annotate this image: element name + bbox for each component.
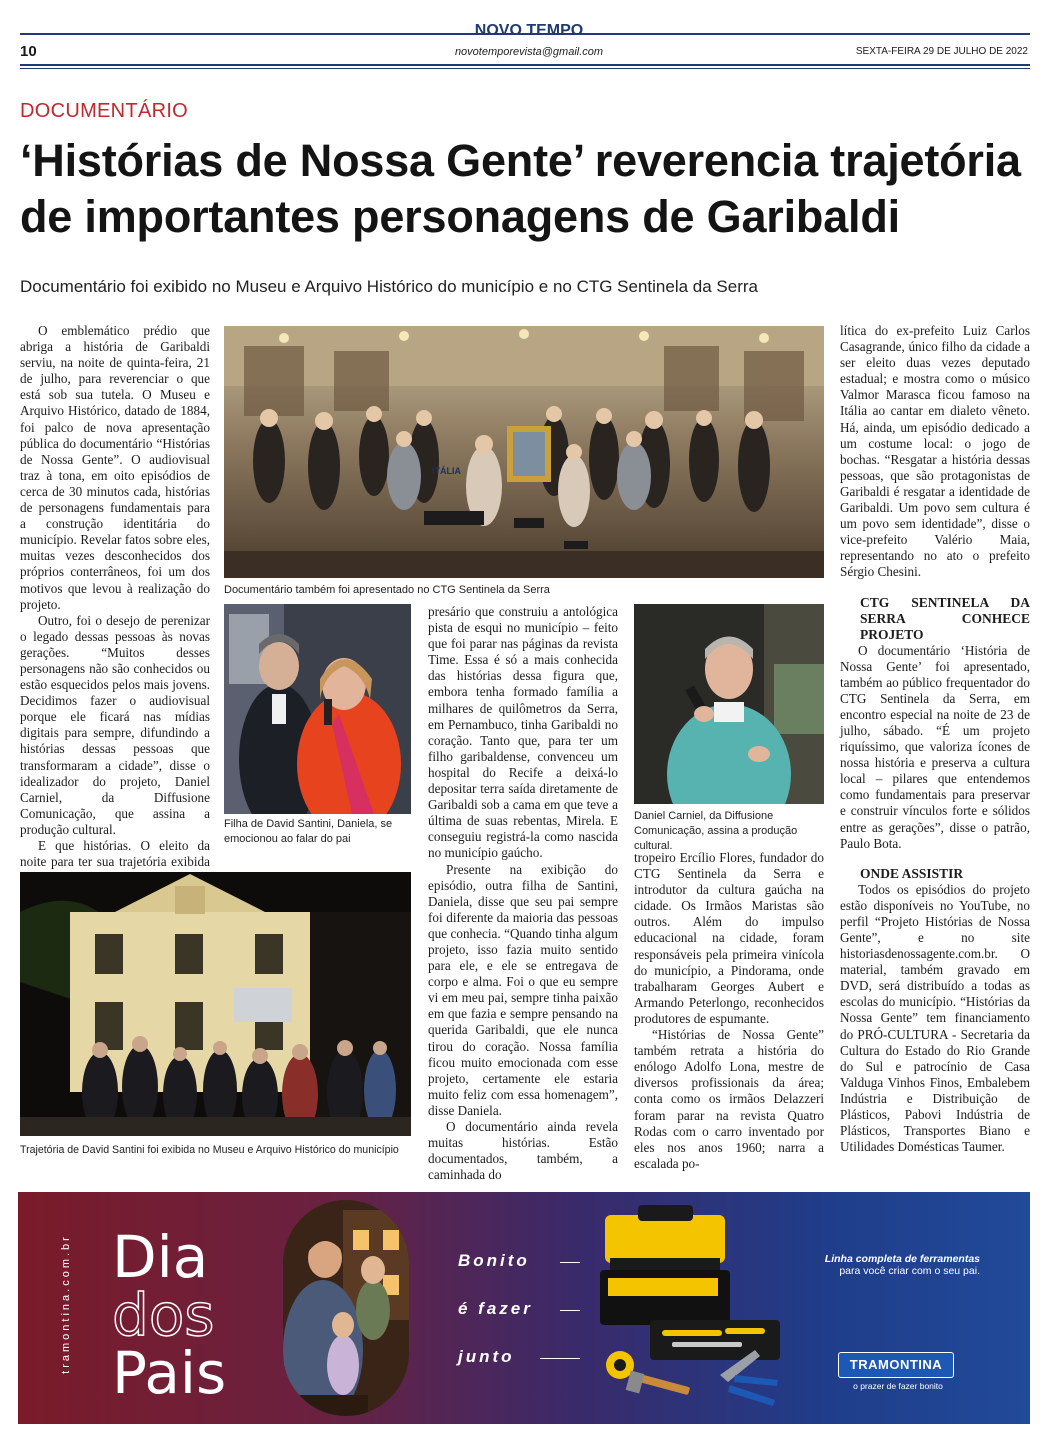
column-3: [634, 850, 824, 1172]
ad-url-text: tramontina.com.br: [60, 1234, 72, 1374]
ad-url-vertical: [56, 1192, 76, 1424]
ad-tagline-rule: [560, 1310, 580, 1311]
column-1: [20, 323, 210, 886]
column-4: [840, 323, 1030, 1155]
spacer: [840, 852, 1030, 866]
paragraph: Todos os episódios do projeto estão disponíveis no YouTube, no perfil “Projeto Histórias de Nossa Gente”, e no site historiasdenossagente.com.br. O material, também gravado em DVD, será distribuído a todas as escolas do município. “Histórias da Nossa Gente” tem financiamento do PRÓ-CULTURA - Secretaria da Cultura do Estado do Rio Grande do Sul e patrocínio de Casa Valduga Vinhos Finos, Embalebem Indústria e Distribuição de Plásticos, Pabovi Indústria de Plásticos, Transportes Biano e Utilidades Domésticas Taumer.: [840, 881, 1030, 1155]
article-subtitle: Documentário foi exibido no Museu e Arquivo Histórico do município e no CTG Sentinela da Serra: [20, 277, 758, 296]
ad-tagline-rule: [540, 1358, 580, 1359]
group-photo-banner: ITÁLIA: [432, 466, 461, 476]
title-line-2: de importantes personagens de Garibaldi: [20, 191, 900, 242]
ad-side-text: para você criar com o seu pai.: [839, 1265, 980, 1277]
publication-email: novotemporevista@gmail.com: [454, 46, 604, 58]
ad-tagline-rule: [560, 1262, 580, 1263]
ad-toolbox: [580, 1200, 800, 1420]
paragraph: Outro, foi o desejo de perenizar o legado dessas pessoas às novas gerações. “Muitos desses personagens não são conhecidos ou estão esquecidos pelos mais jovens. Decidimos fazer o audiovisual porque ele ficará nas mídias digitais para sempre, difundindo a histórias dessas pessoas que transformaram a cidade”, disse o idealizador do projeto, Daniel Carniel, da Diffusione Comunicação, que assina a produção cultural.: [20, 612, 210, 837]
paragraph: O emblemático prédio que abriga a história de Garibaldi serviu, na noite de quinta-feira, 21 de julho, para reverenciar o que está sob sua tutela. O Museu e Arquivo Histórico, datado de 1884, foi palco de nova apresentação pública do documentário “Histórias de Nossa Gente”. O audiovisual traz à tona, em oito episódios de cerca de 30 minutos cada, histórias de personagens fundamentais para a construção identitária do município. Revelar fatos sobre eles, muitas vezes desconhecidos dos próprios conterrâneos, foi um dos motivos que levou à realização do projeto.: [20, 323, 210, 612]
subhead-ctg: CTG SENTINELA DA SERRA CONHECE PROJETO: [860, 594, 1030, 642]
tramontina-logo[interactable]: TRAMONTINA: [838, 1352, 954, 1378]
column-2: [428, 604, 618, 1183]
title-line-1: ‘Histórias de Nossa Gente’ reverencia trajetória: [20, 135, 1021, 186]
group-photo: [224, 326, 824, 578]
subhead-onde-assistir: ONDE ASSISTIR: [860, 865, 964, 881]
ad-toolbox-image: [580, 1200, 800, 1420]
ad-word-pais: Pais: [112, 1339, 227, 1407]
paragraph: O documentário ‘História de Nossa Gente’ foi apresentado, também ao público frequentador do CTG Sentinela da Serra, em encontro especial na noite de 23 de julho, sábado. “É um projeto riquíssimo, que valoriza ícones de nossa história e preserva a cultura local – pilares que entendemos como fundamentais para preservar e construir vínculos forte e sólidos entre as gerações”, disse o patrão, Paulo Bota.: [840, 642, 1030, 851]
page-number: 10: [20, 43, 37, 60]
museum-photo: [20, 872, 411, 1136]
article-title: [20, 133, 1030, 245]
daniel-photo-image: [634, 604, 824, 804]
paragraph: tropeiro Ercílio Flores, fundador do CTG Sentinela da Serra e introdutor da cultura gaúcha na cidade. Os Irmãos Maristas são outros. Além do impulso educacional na cidade, foram responsáveis pela primeira vinícola do município, a Pindorama, onde trabalharam Georges Aubert e Armando Peterlongo, reconhecidos produtores de espumante.: [634, 850, 824, 1026]
tramontina-slogan: o prazer de fazer bonito: [853, 1381, 943, 1391]
section-label: DOCUMENTÁRIO: [20, 100, 189, 122]
ad-tagline-2: é fazer: [458, 1299, 533, 1318]
issue-date: SEXTA-FEIRA 29 DE JULHO DE 2022: [855, 46, 1028, 57]
paragraph: Presente na exibição do episódio, outra filha de Santini, Daniela, disse que seu pai sempre foi diferente da maioria das pessoas que conhecia. “Quando tinha algum projeto, isso fazia muito sentido para ele, e ele se entregava de corpo e alma. Foi o que eu sempre vi em meu pai, sempre tinha paixão em que fazia e sempre pensando na querida Garibaldi, que ele nunca tirou do coração. Nossa família ficou muito emocionada com esse projeto, certamente ele estaria muito feliz com essa homenagem”, disse Daniela.: [428, 861, 618, 1118]
ad-word-dia: Dia: [112, 1223, 209, 1291]
publication-name: NOVO TEMPO: [474, 22, 584, 39]
daniela-photo-image: [224, 604, 411, 814]
caption-group-photo: Documentário também foi apresentado no CTG Sentinela da Serra: [224, 584, 550, 596]
header-rule-thin: [20, 68, 1030, 69]
header-rule-bottom: [20, 64, 1030, 66]
museum-photo-image: [20, 872, 411, 1136]
ad-tagline-3: junto: [458, 1347, 515, 1366]
paragraph: lítica do ex-prefeito Luiz Carlos Casagrande, único filho da cidade a ser eleito duas vezes deputado estadual; e mostra como o músico Valmor Marasca ficou famoso na Itália ao cantar em dialeto vêneto. Há, ainda, um episódio dedicado a um costume local: o jogo de bochas. “Resgatar a história dessas pessoas, que são protagonistas de Garibaldi é resgatar a identidade de Garibaldi. Um povo sem cultura é um povo sem identidade”, disse o vice-prefeito Valério Maia, representando no ato o prefeito Sérgio Chesini.: [840, 323, 1030, 580]
paragraph: “Histórias de Nossa Gente” também retrata a história do enólogo Adolfo Lona, mestre de diversos profissionais da área; conta como os irmãos Delazzeri foram parar na revista Quatro Rodas com o carro inventado por eles nos anos 1960; narra a escalada po-: [634, 1027, 824, 1171]
daniela-photo: [224, 604, 411, 814]
caption-daniela: Filha de David Santini, Daniela, se emocionou ao falar do pai: [224, 818, 393, 845]
ad-family-photo: [283, 1200, 409, 1416]
paragraph: E que histórias. O eleito da noite para ter sua trajetória exibida: [20, 838, 210, 870]
group-photo-image: [224, 326, 824, 578]
spacer: [840, 581, 1030, 595]
paragraph: presário que construiu a antológica pista de esqui no município – feito que foi parar nas páginas da revista Time. Essa é só a mais conhecida das histórias dessa figura que, embora tenha formado família a milhares de quilômetros da Serra, em Pernambuco, tinha Garibaldi no coração. Tanto que, para ter um filho garibaldense, convenceu um hospital do Recife a deixá-lo depositar terra saída diretamente de Garibaldi sob a cama em que teve a última de suas rebentas, Mirela. E conseguiu registrá-la como nascida no município gaúcho.: [428, 604, 618, 861]
ad-word-dos: dos: [112, 1281, 215, 1349]
daniel-photo: [634, 604, 824, 804]
paragraph: O documentário ainda revela muitas histórias. Estão documentados, também, a caminhada do: [428, 1119, 618, 1183]
caption-museum: Trajetória de David Santini foi exibida no Museu e Arquivo Histórico do município: [20, 1144, 399, 1156]
ad-tagline-1: Bonito: [458, 1251, 530, 1270]
ad-side-title: Linha completa de ferramentas: [824, 1253, 980, 1265]
caption-daniel: Daniel Carniel, da Diffusione Comunicação, assina a produção cultural.: [634, 810, 798, 852]
ad-side-copy: [820, 1253, 980, 1277]
ad-family-photo-image: [283, 1200, 409, 1416]
